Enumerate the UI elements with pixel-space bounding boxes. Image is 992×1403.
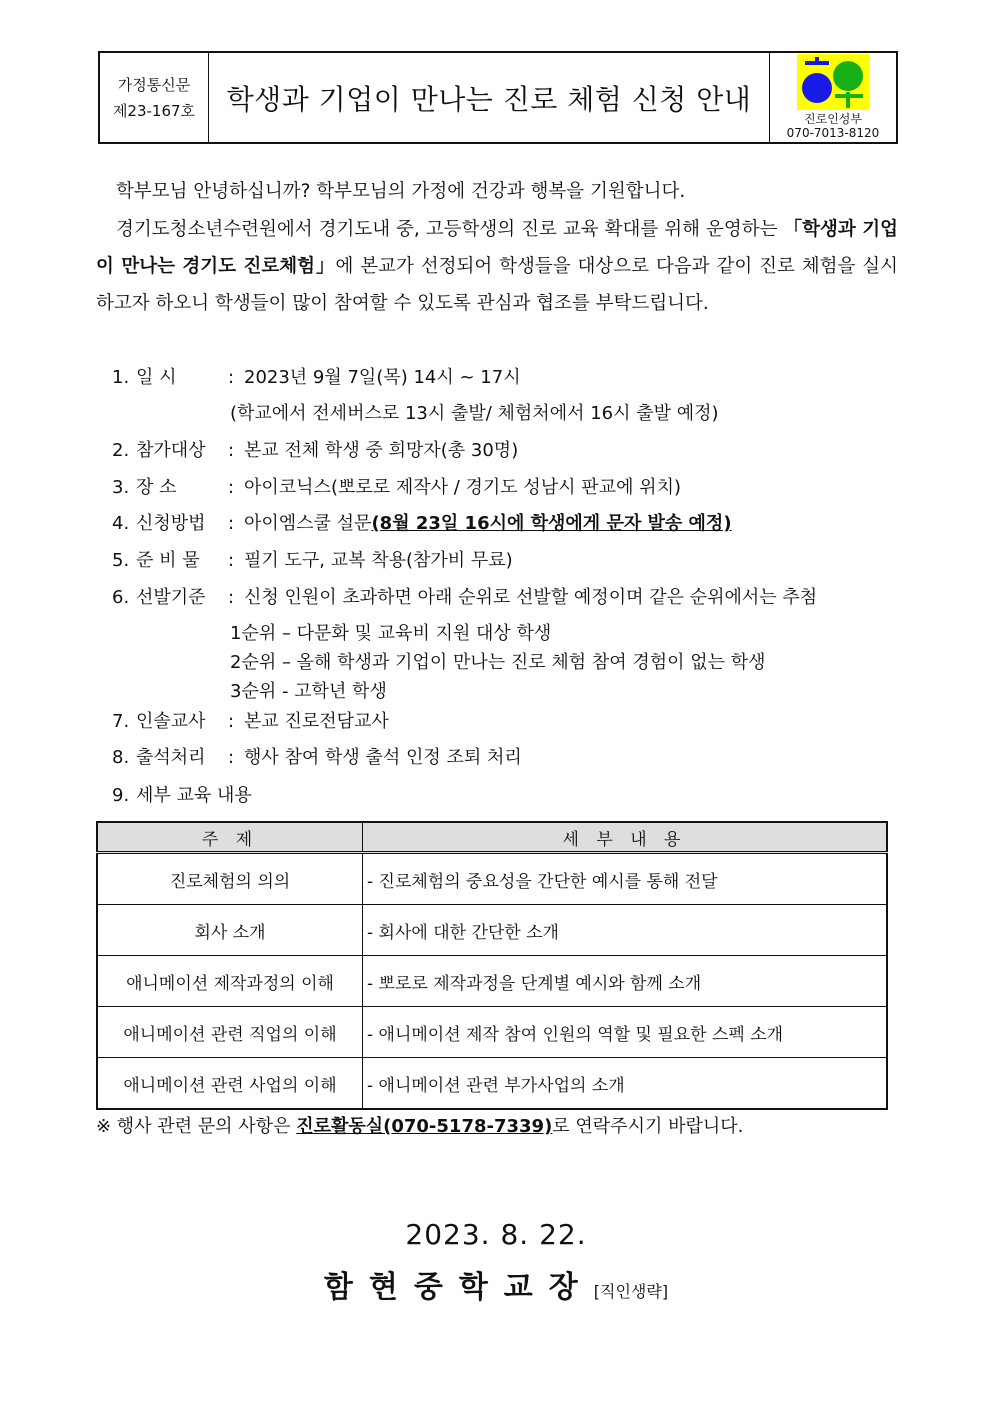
item-5 [112,546,513,572]
item-number: 5. [112,550,130,571]
item-colon: : [228,367,235,388]
item-label: 참가대상 [136,440,206,461]
row-topic: 애니메이션 관련 사업의 이해 [97,1058,363,1110]
item-colon: : [228,550,235,571]
row-topic: 애니메이션 관련 직업의 이해 [97,1007,363,1058]
row-content: - 뽀로로 제작과정을 단계별 예시와 함께 소개 [363,956,888,1007]
item-8 [112,743,522,769]
table-header-row [97,822,887,853]
item-number: 9. [112,785,130,806]
item-3 [112,473,681,499]
seal-omitted: [직인생략] [593,1282,669,1301]
item-value: 아이엠스쿨 설문 [244,513,372,534]
department-phone: 070-7013-8120 [786,126,880,140]
item-6 [112,583,817,609]
contact-info: 진로활동실(070-5178-7339) [296,1116,553,1137]
item-value: 본교 전체 학생 중 희망자(총 30명) [244,440,519,461]
item-number: 3. [112,477,130,498]
item-9 [112,781,252,807]
greeting-paragraph [96,173,898,210]
item-number: 8. [112,747,130,768]
item-1-detail: (학교에서 전세버스로 13시 출발/ 체험처에서 16시 출발 예정) [230,403,719,424]
item-colon: : [228,711,235,732]
doc-type: 가정통신문 [117,75,191,94]
item-label: 세부 교육 내용 [136,785,252,806]
item-value: 행사 참여 학생 출석 인정 조퇴 처리 [244,747,522,768]
item-number: 7. [112,711,130,732]
school-logo-icon [797,54,869,110]
education-details-table [96,821,888,1110]
row-topic: 애니메이션 제작과정의 이해 [97,956,363,1007]
item-7 [112,707,389,733]
row-content: - 애니메이션 관련 부가사업의 소개 [363,1058,888,1110]
table-row [97,956,887,1007]
document-date: 2023. 8. 22. [405,1218,587,1251]
greeting-text: 학부모님 안녕하십니까? 학부모님의 가정에 건강과 행복을 기원합니다. [116,181,686,202]
intro-text-post: 에 본교가 선정되어 학생들을 대상으로 다음과 같이 진로 체험을 실시하고자 하오니 학생들이 많이 참여할 수 있도록 관심과 협조를 부탁드립니다. [96,256,898,314]
item-number: 4. [112,513,130,534]
item-colon: : [228,513,235,534]
item-number: 6. [112,587,130,608]
item-label: 인솔교사 [136,711,206,732]
item-label: 선발기준 [136,587,206,608]
row-content: - 애니메이션 제작 참여 인원의 역할 및 필요한 스펙 소개 [363,1007,888,1058]
item-colon: : [228,747,235,768]
doc-info [100,53,209,142]
header-content: 세 부 내 용 [363,822,888,853]
item-colon: : [228,477,235,498]
item-value: 필기 도구, 교복 착용(참가비 무료) [244,550,513,571]
item-label: 장 소 [136,477,177,498]
item-label: 신청방법 [136,513,206,534]
item-value: 2023년 9월 7일(목) 14시 ~ 17시 [244,367,521,388]
row-topic: 회사 소개 [97,905,363,956]
row-content: - 회사에 대한 간단한 소개 [363,905,888,956]
item-colon: : [228,440,235,461]
item-1 [112,363,521,389]
page-title: 학생과 기업이 만나는 진로 체험 신청 안내 [226,82,752,116]
item-value: 아이코닉스(뽀로로 제작사 / 경기도 성남시 판교에 위치) [244,477,681,498]
item-4 [112,509,732,535]
department-name: 진로인성부 [804,112,862,126]
notice-schedule: (8월 23일 16시에 학생에게 문자 발송 예정) [371,513,732,534]
item-2 [112,436,518,462]
program-name: 「학생과 기업이 만나는 경기도 진로체험」 [96,219,898,277]
table-row [97,1058,887,1110]
note-pre: ※ 행사 관련 문의 사항은 [96,1116,297,1137]
table-row [97,905,887,956]
row-topic: 진로체험의 의의 [97,853,363,905]
department-box [769,53,896,142]
contact-note [96,1112,743,1138]
row-content: - 진로체험의 중요성을 간단한 예시를 통해 전달 [363,853,888,905]
item-colon: : [228,587,235,608]
priority-1: 1순위 – 다문화 및 교육비 지원 대상 학생 [230,623,552,644]
intro-text-pre: 경기도청소년수련원에서 경기도내 중, 고등학생의 진로 교육 확대를 위해 운영하는 [116,219,784,240]
item-value: 본교 진로전담교사 [244,711,389,732]
item-label: 출석처리 [136,747,206,768]
item-label: 준 비 물 [136,550,200,571]
priority-2: 2순위 – 올해 학생과 기업이 만나는 진로 체험 참여 경험이 없는 학생 [230,652,766,673]
signer-line [0,1262,992,1306]
table-row [97,853,887,905]
intro-paragraph [96,211,898,322]
priority-3: 3순위 - 고학년 학생 [230,681,387,702]
note-post: 로 연락주시기 바랍니다. [552,1116,744,1137]
signer-name: 함현중학교장 [323,1270,594,1305]
doc-number: 제23-167호 [112,101,196,120]
item-label: 일 시 [136,367,177,388]
header-topic: 주 제 [97,822,363,853]
table-row [97,1007,887,1058]
item-number: 1. [112,367,130,388]
item-value: 신청 인원이 초과하면 아래 순위로 선발할 예정이며 같은 순위에서는 추첨 [244,587,818,608]
item-number: 2. [112,440,130,461]
document-header [98,51,898,144]
